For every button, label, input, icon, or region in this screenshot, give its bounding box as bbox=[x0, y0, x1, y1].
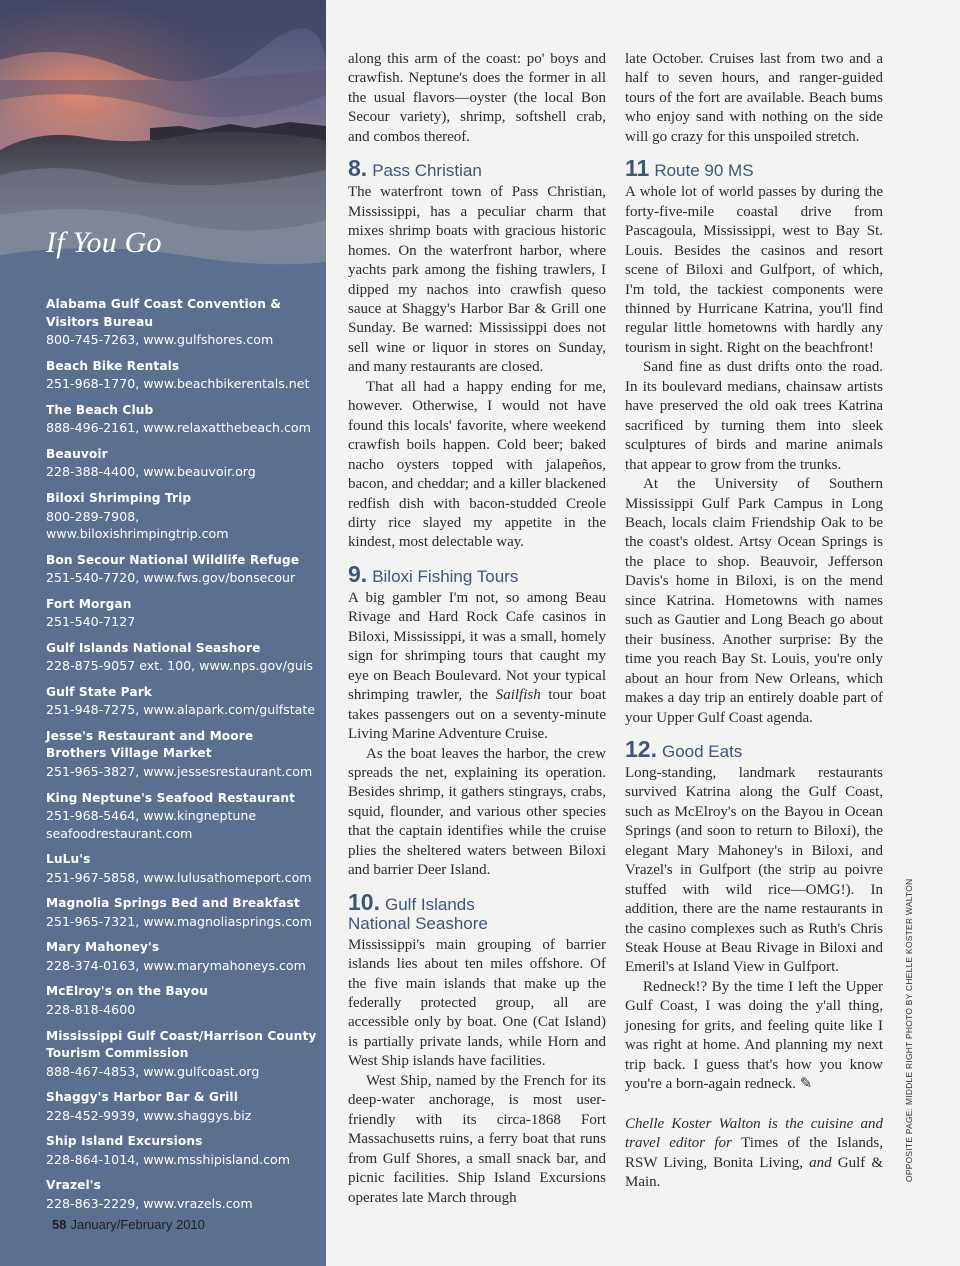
if-you-go-sidebar bbox=[0, 0, 326, 1266]
listing-name: Biloxi Shrimping Trip bbox=[46, 490, 192, 505]
listing-item bbox=[46, 402, 318, 437]
listing-name: Ship Island Excursions bbox=[46, 1134, 203, 1149]
listing-contact: 251-540-7127 bbox=[46, 614, 136, 630]
listing-name: Fort Morgan bbox=[46, 596, 132, 611]
listing-contact: 251-967-5858, www.lulusathomeport.com bbox=[46, 869, 312, 885]
section-title: Gulf Islands bbox=[384, 894, 475, 914]
listing-item bbox=[46, 358, 318, 393]
paragraph: As the boat leaves the harbor, the crew spreads the net, explaining its operation. Besides shrimp, it gathers stingrays, crabs, squid, flounder, and various other species that the captain identifies while the cruise plies the sheltered waters between Biloxi and barrier Deer Island. bbox=[348, 745, 606, 879]
listing-item bbox=[46, 596, 318, 631]
page-number: 58 bbox=[52, 1217, 67, 1232]
listing-item bbox=[46, 983, 318, 1018]
listing-item bbox=[46, 851, 318, 886]
paragraph: West Ship, named by the French for its deep-water anchorage, is most user-friendly with its circa-1868 Fort Massachusetts ruins, a ferry boat that runs from Gulf Shores, a small snack bar, and picnic facilities. Ship Island Excursions operates late March through bbox=[348, 1072, 606, 1206]
author-byline bbox=[625, 1115, 883, 1193]
photo-credit: OPPOSITE PAGE: MIDDLE RIGHT PHOTO BY CHELLE KOSTER WALTON bbox=[904, 878, 914, 1182]
listing-item bbox=[46, 939, 318, 974]
section-number: 12. bbox=[625, 735, 657, 762]
section-title: Route 90 MS bbox=[654, 161, 754, 181]
listing-item bbox=[46, 640, 318, 675]
listing-item bbox=[46, 490, 318, 543]
listing-item bbox=[46, 684, 318, 719]
boat-name: Sailfish bbox=[495, 687, 541, 704]
paragraph bbox=[348, 589, 606, 745]
listing-item bbox=[46, 1089, 318, 1124]
section-title: Good Eats bbox=[661, 741, 743, 761]
listing-name: McElroy's on the Bayou bbox=[46, 984, 209, 999]
listing-contact: 228-863-2229, www.vrazels.com bbox=[46, 1195, 253, 1211]
section-heading-8 bbox=[348, 155, 606, 182]
text-run: A big gambler I'm not, so among Beau Rivage and Hard Rock Cafe casinos in Biloxi, Mississippi, it was a small, homely sign for shrimping tours that caught my eye on Beach Boulevard. Not your typical shrimping trawler, the bbox=[348, 589, 606, 704]
section-heading-11 bbox=[625, 155, 883, 182]
listings-list bbox=[46, 296, 318, 1221]
paragraph: Sand fine as dust drifts onto the road. In its boulevard medians, chainsaw artists have preserved the old oak trees Katrina sacrificed by turning them into sleek sculptures of birds and marine animals that appear to grow from the trunks. bbox=[625, 359, 883, 473]
listing-contact: 228-818-4600 bbox=[46, 1002, 136, 1018]
article-column-2 bbox=[625, 50, 883, 1192]
listing-contact: 251-965-3827, www.jessesrestaurant.com bbox=[46, 764, 313, 780]
listing-contact: 800-289-7908, www.biloxishrimpingtrip.com bbox=[46, 508, 229, 542]
paragraph: Mississippi's main grouping of barrier islands lies about ten miles offshore. Of the five main islands that make up the federally protected group, all are accessible only by boat. One (Cat Island) is partially private lands, while Horn and West Ship islands have facilities. bbox=[348, 936, 606, 1070]
listing-item bbox=[46, 790, 318, 843]
listing-contact: 228-388-4400, www.beauvoir.org bbox=[46, 464, 256, 480]
listing-item bbox=[46, 1028, 318, 1081]
listing-item bbox=[46, 728, 318, 781]
listing-item bbox=[46, 895, 318, 930]
listing-contact: 228-374-0163, www.marymahoneys.com bbox=[46, 957, 306, 973]
listing-name: Bon Secour National Wildlife Refuge bbox=[46, 552, 300, 567]
section-title: Pass Christian bbox=[372, 161, 482, 181]
listing-item bbox=[46, 446, 318, 481]
listing-name: Mary Mahoney's bbox=[46, 940, 160, 955]
text-run: Redneck!? By the time I left the Upper Gulf Coast, I was doing the y'all thing, jonesing for grits, and feeling quite like I was right at home. And planning my next trip back. I guess that's how you know you're a born-again redneck. bbox=[625, 978, 883, 1093]
listing-name: Beauvoir bbox=[46, 446, 108, 461]
byline-and: and bbox=[803, 1154, 838, 1171]
page-footer bbox=[52, 1217, 205, 1232]
listing-name: Alabama Gulf Coast Convention & Visitors Bureau bbox=[46, 297, 282, 329]
publication-names: Times of the Islands, RSW Living, Bonita Living, bbox=[625, 1135, 884, 1171]
listing-contact: 800-745-7263, www.gulfshores.com bbox=[46, 332, 274, 348]
article-column-1 bbox=[348, 50, 606, 1208]
listing-name: Vrazel's bbox=[46, 1178, 101, 1193]
listing-contact: 251-968-5464, www.kingneptune seafoodrestaurant.com bbox=[46, 808, 257, 841]
listing-name: Beach Bike Rentals bbox=[46, 358, 180, 373]
listing-name: The Beach Club bbox=[46, 402, 154, 417]
listing-name: King Neptune's Seafood Restaurant bbox=[46, 790, 296, 805]
listing-name: Shaggy's Harbor Bar & Grill bbox=[46, 1090, 238, 1105]
section-title: Biloxi Fishing Tours bbox=[372, 566, 519, 586]
paragraph bbox=[625, 978, 883, 1095]
listing-name: Mississippi Gulf Coast/Harrison County Tourism Commission bbox=[46, 1028, 317, 1061]
section-heading-10 bbox=[348, 888, 606, 933]
section-number: 8. bbox=[348, 155, 368, 182]
listing-item bbox=[46, 552, 318, 587]
paragraph: The waterfront town of Pass Christian, Mississippi, has a peculiar charm that mixes shrimp boats with gracious historic homes. On the waterfront harbor, where yachts park among the fishing trawlers, I dipped my nachos into crawfish queso sauce at Shaggy's Harbor Bar & Grill one Sunday. Be warned: Mississippi does not sell wine or liquor in stores on Sunday, and many restaurants are closed. bbox=[348, 184, 606, 376]
continued-paragraph: along this arm of the coast: po' boys and crawfish. Neptune's does the former in all the usual flavors—oyster (the local Bon Secour variety), shrimp, softshell crab, and combos thereof. bbox=[348, 51, 606, 145]
listing-item bbox=[46, 1133, 318, 1168]
listing-contact: 251-948-7275, www.alapark.com/gulfstate bbox=[46, 702, 316, 718]
section-heading-12 bbox=[625, 735, 883, 762]
listing-name: Gulf Islands National Seashore bbox=[46, 640, 261, 655]
sidebar-title: If You Go bbox=[46, 226, 162, 259]
paragraph: That all had a happy ending for me, however. Otherwise, I would not have found this locals' favorite, where weekend crawfish boils happen. Cold beer; baked nacho oysters topped with jalapeños, bacon, and cheddar; and a killer blackened redfish dish with bacon-studded Creole dirty rice slayed my appetite in the kindest, most delectable way. bbox=[348, 378, 606, 551]
listing-contact: 251-968-1770, www.beachbikerentals.net bbox=[46, 376, 310, 392]
listing-item bbox=[46, 296, 318, 349]
listing-contact: 888-496-2161, www.relaxatthebeach.com bbox=[46, 420, 311, 436]
listing-contact: 228-452-9939, www.shaggys.biz bbox=[46, 1107, 252, 1123]
listing-contact: 251-540-7720, www.fws.gov/bonsecour bbox=[46, 570, 296, 586]
section-number: 10. bbox=[348, 888, 380, 915]
listing-contact: 228-875-9057 ext. 100, www.nps.gov/guis bbox=[46, 658, 313, 674]
listing-name: Gulf State Park bbox=[46, 684, 153, 699]
listing-contact: 251-965-7321, www.magnoliasprings.com bbox=[46, 913, 313, 929]
section-heading-9 bbox=[348, 560, 606, 587]
section-title-line-2: National Seashore bbox=[348, 913, 488, 933]
byline-text: Chelle Koster Walton is the cuisine and travel editor for bbox=[625, 1115, 883, 1152]
listing-name: Jesse's Restaurant and Moore Brothers Village Market bbox=[46, 728, 254, 761]
listing-contact: 888-467-4853, www.gulfcoast.org bbox=[46, 1063, 260, 1079]
continued-paragraph: late October. Cruises last from two and a half to seven hours, and ranger-guided tours of the fort are available. Beach bums who enjoy sand with nothing on the side will go crazy for this unspoiled stretch. bbox=[625, 51, 883, 145]
paragraph: A whole lot of world passes by during the forty-five-mile coastal drive from Pascagoula, Mississippi, west to Bay St. Louis. Besides the casinos and resort scene of Biloxi and Gulfport, of which, I'm told, the tackiest components were thinned by Hurricane Katrina, you'll find regular little hometowns with hardly any tourism in sight. Right on the beachfront! bbox=[625, 184, 883, 356]
issue-date: January/February 2010 bbox=[70, 1217, 205, 1232]
publication-name: Gulf & Main. bbox=[625, 1154, 883, 1191]
listing-name: Magnolia Springs Bed and Breakfast bbox=[46, 896, 300, 911]
paragraph: Long-standing, landmark restaurants survived Katrina along the Gulf Coast, such as McElroy's on the Bayou in Ocean Springs (and soon to return to Biloxi), the elegant Mary Mahoney's in Biloxi, and Vrazel's in Gulfport (the strip au poivre stuffed with wild rice—OMG!). In addition, there are the name restaurants in the casino complexes such as Ruth's Chris Steak House at Beau Rivage in Biloxi and Emeril's at Island View in Gulfport. bbox=[625, 764, 883, 976]
text-run: tour boat takes passengers out on a seventy-minute Living Marine Adventure Cruise. bbox=[348, 687, 606, 743]
paragraph: At the University of Southern Mississippi Gulf Park Campus in Long Beach, locals claim Friendship Oak to be the coast's oldest. Artsy Ocean Springs is the place to shop. Beauvoir, Jefferson Davis's home in Biloxi, is on the mend since Katrina. Hometowns with names such as Gautier and Long Beach go about their business. Another surprise: By the time you reach Bay St. Louis, you're only about an hour from New Orleans, which makes a day trip an entirely doable part of your Upper Gulf Coast agenda. bbox=[625, 476, 883, 726]
listing-contact: 228-864-1014, www.msshipisland.com bbox=[46, 1151, 290, 1167]
section-number: 11 bbox=[625, 155, 650, 182]
section-number: 9. bbox=[348, 560, 368, 587]
end-mark-icon: ✎ bbox=[799, 1076, 813, 1093]
listing-item bbox=[46, 1177, 318, 1212]
listing-name: LuLu's bbox=[46, 852, 91, 867]
